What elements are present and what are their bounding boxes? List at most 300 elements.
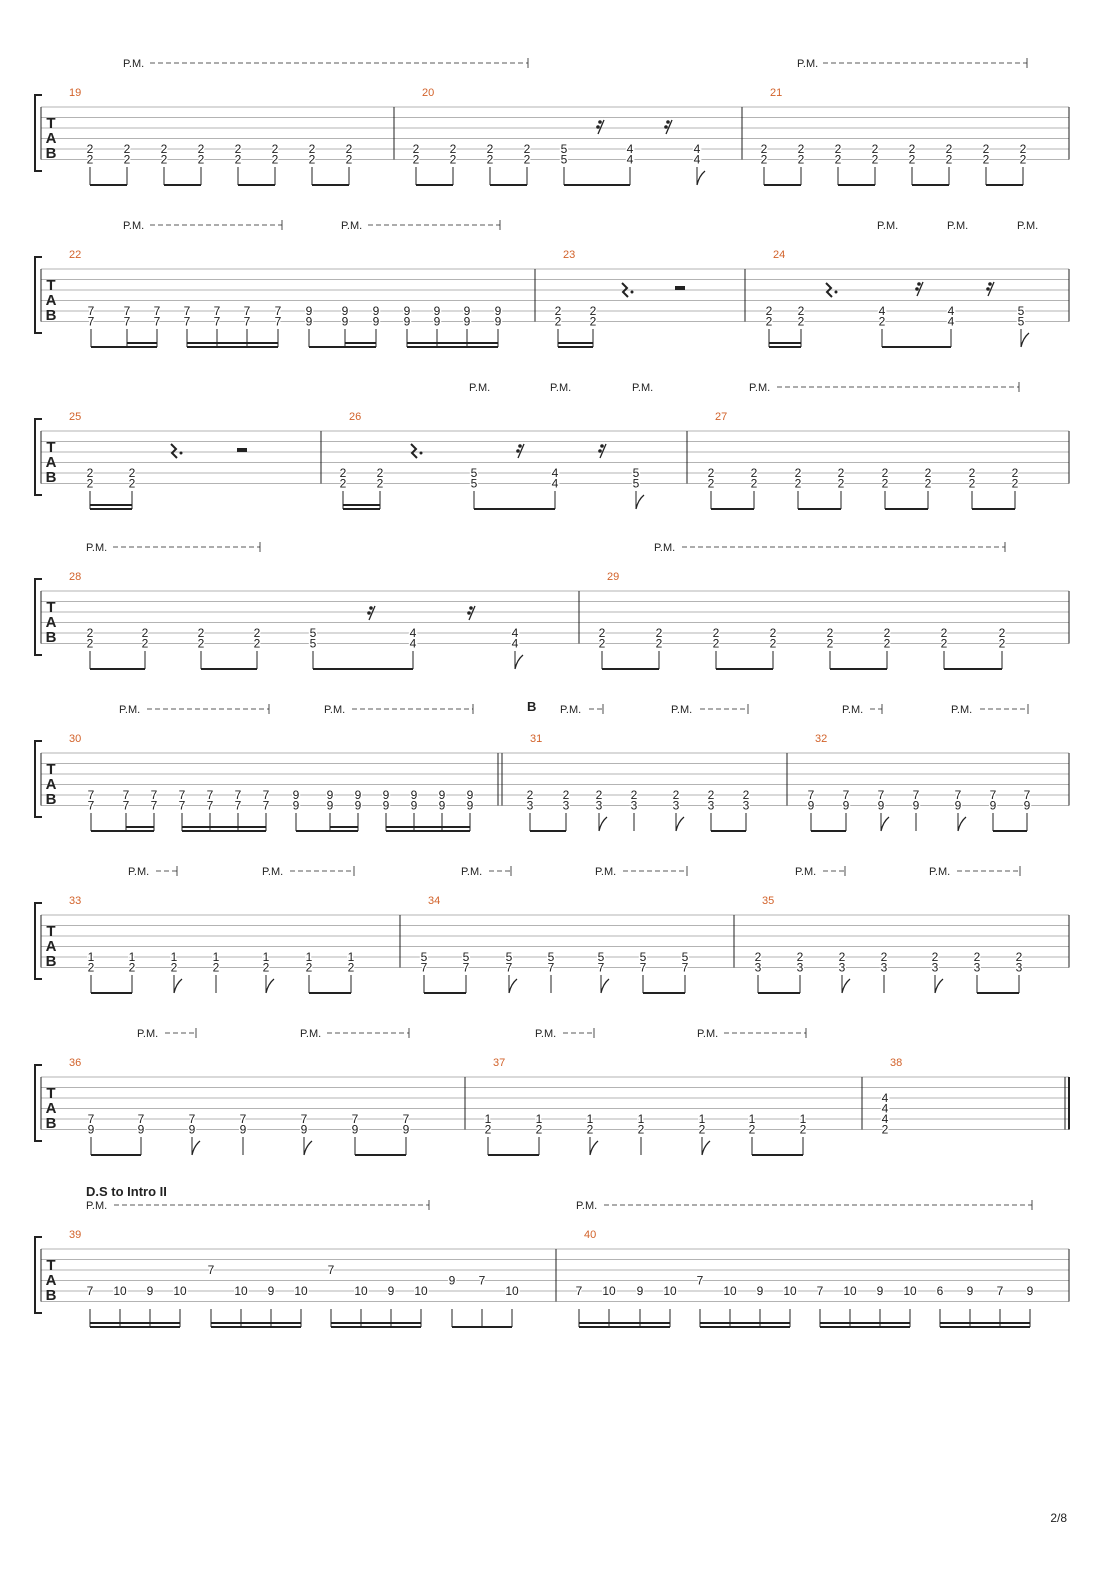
- beam: [752, 1154, 803, 1156]
- tab-clef-letter: T: [46, 277, 56, 294]
- fret-number: 2: [86, 476, 94, 491]
- beam: [579, 1322, 670, 1324]
- beam: [643, 992, 685, 994]
- fret-number: 2: [345, 152, 353, 167]
- fret-number: 4: [947, 314, 955, 329]
- fret-number: 2: [655, 626, 663, 640]
- palm-mute-label: P.M.: [469, 382, 491, 394]
- beam: [424, 992, 466, 994]
- fret-number: 4: [551, 476, 559, 491]
- fret-number: 2: [376, 476, 384, 491]
- fret-number: 5: [560, 142, 568, 156]
- beam: [126, 830, 154, 832]
- fret-number: 7: [696, 1273, 704, 1288]
- fret-number: 7: [178, 798, 186, 813]
- beam: [769, 342, 801, 344]
- fret-number: 7: [639, 960, 647, 975]
- fret-number: 10: [783, 1284, 797, 1298]
- tab-clef-letter: B: [45, 145, 57, 162]
- fret-number: 2: [197, 636, 205, 651]
- fret-number: 7: [274, 304, 282, 318]
- fret-number: 9: [188, 1122, 196, 1137]
- fret-number: 7: [123, 314, 131, 329]
- fret-number: 4: [881, 1101, 889, 1116]
- tab-clef-letter: B: [45, 1115, 57, 1132]
- fret-number: 7: [478, 1273, 486, 1288]
- beam: [820, 1322, 910, 1324]
- beam: [90, 184, 127, 186]
- beam: [127, 346, 157, 348]
- fret-number: 9: [756, 1284, 764, 1298]
- fret-number: 2: [271, 142, 279, 156]
- fret-number: 1: [748, 1112, 756, 1126]
- half-rest: [675, 286, 685, 290]
- fret-number: 9: [403, 314, 411, 329]
- fret-number: 7: [351, 1112, 359, 1126]
- fret-number: 10: [113, 1284, 127, 1298]
- fret-number: 7: [153, 304, 161, 318]
- fret-number: 2: [86, 636, 94, 651]
- fret-number: 7: [234, 798, 242, 813]
- fret-number: 5: [470, 466, 478, 480]
- eighth-flag: [935, 979, 943, 993]
- fret-number: 7: [420, 960, 428, 975]
- fret-number: 2: [554, 304, 562, 318]
- beam: [407, 342, 498, 344]
- fret-number: 2: [765, 304, 773, 318]
- fret-number: 2: [253, 626, 261, 640]
- beam: [309, 992, 351, 994]
- tab-clef-letter: T: [46, 439, 56, 456]
- fret-number: 2: [86, 466, 94, 480]
- measure-number: 19: [69, 87, 82, 99]
- fret-number: 7: [402, 1112, 410, 1126]
- fret-number: 1: [637, 1112, 645, 1126]
- tab-clef-letter: A: [45, 938, 57, 955]
- beam: [90, 668, 145, 670]
- beam: [579, 1326, 670, 1328]
- fret-number: 5: [632, 466, 640, 480]
- fret-number: 7: [262, 798, 270, 813]
- fret-number: 9: [382, 788, 390, 802]
- beam: [798, 508, 841, 510]
- palm-mute-label: P.M.: [119, 704, 141, 716]
- beam: [700, 1326, 790, 1328]
- fret-number: 2: [128, 466, 136, 480]
- fret-number: 7: [87, 304, 95, 318]
- fret-number: 2: [197, 626, 205, 640]
- fret-number: 5: [462, 950, 470, 964]
- measure-number: 23: [563, 249, 576, 261]
- fret-number: 7: [123, 304, 131, 318]
- fret-number: 10: [414, 1284, 428, 1298]
- rest-dot: [420, 452, 423, 455]
- beam: [201, 668, 257, 670]
- fret-number: 10: [354, 1284, 368, 1298]
- fret-number: 9: [372, 314, 380, 329]
- fret-number: 9: [842, 798, 850, 813]
- fret-number: 2: [826, 626, 834, 640]
- fret-number: 7: [842, 788, 850, 802]
- fret-number: 2: [253, 636, 261, 651]
- fret-number: 7: [122, 788, 130, 802]
- beam: [238, 184, 275, 186]
- fret-number: 2: [526, 788, 534, 802]
- fret-number: 2: [796, 950, 804, 964]
- palm-mute-label: P.M.: [461, 866, 483, 878]
- eighth-flag: [266, 979, 274, 993]
- rest-dot: [596, 125, 600, 129]
- palm-mute-label: P.M.: [324, 704, 346, 716]
- eighth-flag: [599, 817, 607, 831]
- fret-number: 9: [1026, 1284, 1034, 1298]
- fret-number: 5: [309, 636, 317, 651]
- fret-number: 3: [672, 798, 680, 813]
- fret-number: 2: [562, 788, 570, 802]
- eighth-flag: [1021, 333, 1029, 347]
- palm-mute-label: P.M.: [697, 1028, 719, 1040]
- beam: [91, 346, 127, 348]
- fret-number: 2: [924, 476, 932, 491]
- palm-mute-label: P.M.: [671, 704, 693, 716]
- measure-number: 28: [69, 571, 82, 583]
- fret-number: 2: [750, 476, 758, 491]
- fret-number: 10: [663, 1284, 677, 1298]
- beam: [90, 1326, 180, 1328]
- fret-number: 2: [123, 142, 131, 156]
- fret-number: 2: [837, 476, 845, 491]
- fret-number: 2: [838, 950, 846, 964]
- fret-number: 7: [137, 1112, 145, 1126]
- beam: [90, 504, 132, 506]
- eighth-flag: [702, 1141, 710, 1155]
- measure-number: 33: [69, 895, 82, 907]
- beam: [811, 830, 846, 832]
- fret-number: 2: [586, 1122, 594, 1137]
- beam: [164, 184, 201, 186]
- palm-mute-label: P.M.: [560, 704, 582, 716]
- fret-number: 4: [881, 1091, 889, 1105]
- fret-number: 7: [877, 788, 885, 802]
- fret-number: 3: [526, 798, 534, 813]
- fret-number: 2: [931, 950, 939, 964]
- beam: [716, 668, 773, 670]
- beam: [758, 992, 800, 994]
- page-number: 2/8: [1050, 1511, 1067, 1525]
- measure-number: 30: [69, 733, 82, 745]
- tab-clef-letter: B: [45, 791, 57, 808]
- fret-number: 2: [87, 960, 95, 975]
- fret-number: 2: [347, 960, 355, 975]
- rest-dot: [835, 291, 838, 294]
- fret-number: 2: [1019, 152, 1027, 167]
- fret-number: 4: [511, 636, 519, 651]
- beam: [986, 184, 1023, 186]
- fret-number: 2: [535, 1122, 543, 1137]
- tab-clef-letter: B: [45, 953, 57, 970]
- fret-number: 10: [234, 1284, 248, 1298]
- fret-number: 1: [535, 1112, 543, 1126]
- beam: [977, 992, 1019, 994]
- fret-number: 2: [881, 1122, 889, 1137]
- fret-number: 9: [433, 304, 441, 318]
- fret-number: 7: [153, 314, 161, 329]
- fret-number: 2: [484, 1122, 492, 1137]
- beam: [313, 668, 413, 670]
- fret-number: 7: [1023, 788, 1031, 802]
- fret-number: 9: [305, 304, 313, 318]
- fret-number: 7: [150, 788, 158, 802]
- measure-number: 29: [607, 571, 620, 583]
- fret-number: 3: [595, 798, 603, 813]
- fret-number: 9: [466, 798, 474, 813]
- fret-number: 7: [239, 1112, 247, 1126]
- fret-number: 10: [505, 1284, 519, 1298]
- beam: [126, 826, 154, 828]
- fret-number: 2: [234, 152, 242, 167]
- eighth-flag: [192, 1141, 200, 1155]
- tab-clef-letter: T: [46, 1257, 56, 1274]
- tab-clef-letter: B: [45, 629, 57, 646]
- fret-number: 2: [940, 626, 948, 640]
- fret-number: 2: [742, 788, 750, 802]
- fret-number: 3: [838, 960, 846, 975]
- fret-number: 1: [212, 950, 220, 964]
- fret-number: 9: [387, 1284, 395, 1298]
- palm-mute-label: P.M.: [341, 220, 363, 232]
- fret-number: 9: [807, 798, 815, 813]
- fret-number: 5: [470, 476, 478, 491]
- beam: [940, 1326, 1030, 1328]
- rest-dot: [518, 444, 522, 448]
- measure-number: 20: [422, 87, 435, 99]
- tab-clef-letter: A: [45, 454, 57, 471]
- beam: [309, 346, 345, 348]
- fret-number: 2: [412, 142, 420, 156]
- beam: [885, 508, 928, 510]
- palm-mute-label: P.M.: [123, 58, 145, 70]
- fret-number: 2: [1011, 476, 1019, 491]
- fret-number: 2: [968, 476, 976, 491]
- fret-number: 3: [742, 798, 750, 813]
- fret-number: 2: [945, 152, 953, 167]
- beam: [769, 346, 801, 348]
- beam: [474, 508, 555, 510]
- fret-number: 9: [87, 1122, 95, 1137]
- beam: [211, 1322, 301, 1324]
- fret-number: 7: [954, 788, 962, 802]
- beam: [530, 830, 566, 832]
- palm-mute-label: P.M.: [86, 542, 108, 554]
- fret-number: 2: [998, 636, 1006, 651]
- fret-number: 7: [262, 788, 270, 802]
- fret-number: 2: [595, 788, 603, 802]
- fret-number: 2: [707, 788, 715, 802]
- fret-number: 7: [183, 314, 191, 329]
- beam: [830, 668, 887, 670]
- fret-number: 9: [463, 314, 471, 329]
- fret-number: 9: [912, 798, 920, 813]
- fret-number: 9: [354, 788, 362, 802]
- fret-number: 9: [146, 1284, 154, 1298]
- fret-number: 2: [940, 636, 948, 651]
- fret-number: 9: [341, 304, 349, 318]
- fret-number: 7: [575, 1284, 583, 1298]
- fret-number: 2: [797, 152, 805, 167]
- fret-number: 9: [354, 798, 362, 813]
- fret-number: 2: [308, 152, 316, 167]
- palm-mute-label: P.M.: [951, 704, 973, 716]
- fret-number: 2: [128, 476, 136, 491]
- fret-number: 2: [376, 466, 384, 480]
- eighth-flag: [958, 817, 966, 831]
- fret-number: 2: [339, 476, 347, 491]
- fret-number: 9: [341, 314, 349, 329]
- fret-number: 1: [799, 1112, 807, 1126]
- fret-number: 2: [748, 1122, 756, 1137]
- fret-number: 7: [213, 314, 221, 329]
- beam: [127, 342, 157, 344]
- fret-number: 9: [326, 788, 334, 802]
- fret-number: 9: [137, 1122, 145, 1137]
- fret-number: 3: [754, 960, 762, 975]
- fret-number: 5: [639, 950, 647, 964]
- fret-number: 2: [212, 960, 220, 975]
- fret-number: 9: [494, 304, 502, 318]
- fret-number: 9: [494, 314, 502, 329]
- fret-number: 4: [693, 152, 701, 167]
- section-marker-b: B: [527, 699, 537, 714]
- fret-number: 9: [636, 1284, 644, 1298]
- fret-number: 9: [292, 798, 300, 813]
- fret-number: 10: [602, 1284, 616, 1298]
- fret-number: 7: [243, 314, 251, 329]
- fret-number: 9: [466, 788, 474, 802]
- tab-clef-letter: B: [45, 469, 57, 486]
- fret-number: 9: [372, 304, 380, 318]
- fret-number: 2: [880, 950, 888, 964]
- tab-clef-letter: T: [46, 1085, 56, 1102]
- measure-number: 26: [349, 411, 362, 423]
- beam: [993, 830, 1027, 832]
- measure-number: 35: [762, 895, 775, 907]
- fret-number: 2: [86, 142, 94, 156]
- fret-number: 4: [626, 152, 634, 167]
- measure-number: 32: [815, 733, 828, 745]
- fret-number: 9: [305, 314, 313, 329]
- fret-number: 5: [560, 152, 568, 167]
- rest-dot: [598, 120, 602, 124]
- palm-mute-label: P.M.: [123, 220, 145, 232]
- beam: [182, 826, 266, 828]
- rest-dot: [516, 449, 520, 453]
- rest-dot: [600, 444, 604, 448]
- fret-number: 2: [760, 142, 768, 156]
- fret-number: 10: [903, 1284, 917, 1298]
- beam: [330, 830, 358, 832]
- fret-number: 1: [586, 1112, 594, 1126]
- fret-number: 4: [881, 1112, 889, 1126]
- fret-number: 1: [305, 950, 313, 964]
- fret-number: 2: [908, 142, 916, 156]
- palm-mute-label: P.M.: [128, 866, 150, 878]
- fret-number: 1: [484, 1112, 492, 1126]
- fret-number: 2: [883, 636, 891, 651]
- ds-instruction: D.S to Intro II: [86, 1184, 167, 1199]
- fret-number: 1: [262, 950, 270, 964]
- rest-dot: [180, 452, 183, 455]
- tab-clef-letter: A: [45, 130, 57, 147]
- fret-number: 2: [908, 152, 916, 167]
- fret-number: 5: [505, 950, 513, 964]
- beam: [700, 1322, 790, 1324]
- fret-number: 1: [128, 950, 136, 964]
- beam: [940, 1322, 1030, 1324]
- fret-number: 4: [626, 142, 634, 156]
- palm-mute-label: P.M.: [137, 1028, 159, 1040]
- beam: [972, 508, 1015, 510]
- fret-number: 2: [750, 466, 758, 480]
- tab-clef-letter: A: [45, 1272, 57, 1289]
- fret-number: 6: [936, 1284, 944, 1298]
- fret-number: 9: [1023, 798, 1031, 813]
- beam: [944, 668, 1002, 670]
- measure-number: 39: [69, 1229, 82, 1241]
- beam: [211, 1326, 301, 1328]
- fret-number: 2: [982, 142, 990, 156]
- beam: [187, 346, 278, 348]
- fret-number: 2: [412, 152, 420, 167]
- fret-number: 2: [797, 304, 805, 318]
- rest-dot: [367, 611, 371, 615]
- beam: [296, 830, 330, 832]
- palm-mute-label: P.M.: [877, 220, 899, 232]
- rest-dot: [917, 282, 921, 286]
- measure-number: 34: [428, 895, 441, 907]
- eighth-flag: [509, 979, 517, 993]
- measure-number: 21: [770, 87, 783, 99]
- fret-number: 2: [834, 152, 842, 167]
- palm-mute-label: P.M.: [654, 542, 676, 554]
- fret-number: 2: [271, 152, 279, 167]
- beam: [187, 342, 278, 344]
- eighth-flag: [174, 979, 182, 993]
- tab-clef-letter: T: [46, 761, 56, 778]
- beam: [407, 346, 498, 348]
- measure-number: 38: [890, 1057, 903, 1069]
- fret-number: 9: [300, 1122, 308, 1137]
- palm-mute-label: P.M.: [262, 866, 284, 878]
- measure-number: 40: [584, 1229, 597, 1241]
- fret-number: 2: [637, 1122, 645, 1137]
- beam: [838, 184, 875, 186]
- fret-number: 2: [449, 142, 457, 156]
- fret-number: 7: [206, 788, 214, 802]
- fret-number: 9: [877, 798, 885, 813]
- fret-number: 1: [698, 1112, 706, 1126]
- fret-number: 10: [723, 1284, 737, 1298]
- tab-clef-letter: B: [45, 307, 57, 324]
- beam: [912, 184, 949, 186]
- fret-number: 2: [589, 314, 597, 329]
- fret-number: 2: [234, 142, 242, 156]
- beam: [345, 346, 376, 348]
- fret-number: 7: [547, 960, 555, 975]
- fret-number: 2: [883, 626, 891, 640]
- fret-number: 9: [410, 788, 418, 802]
- eighth-flag: [636, 495, 644, 509]
- palm-mute-label: P.M.: [300, 1028, 322, 1040]
